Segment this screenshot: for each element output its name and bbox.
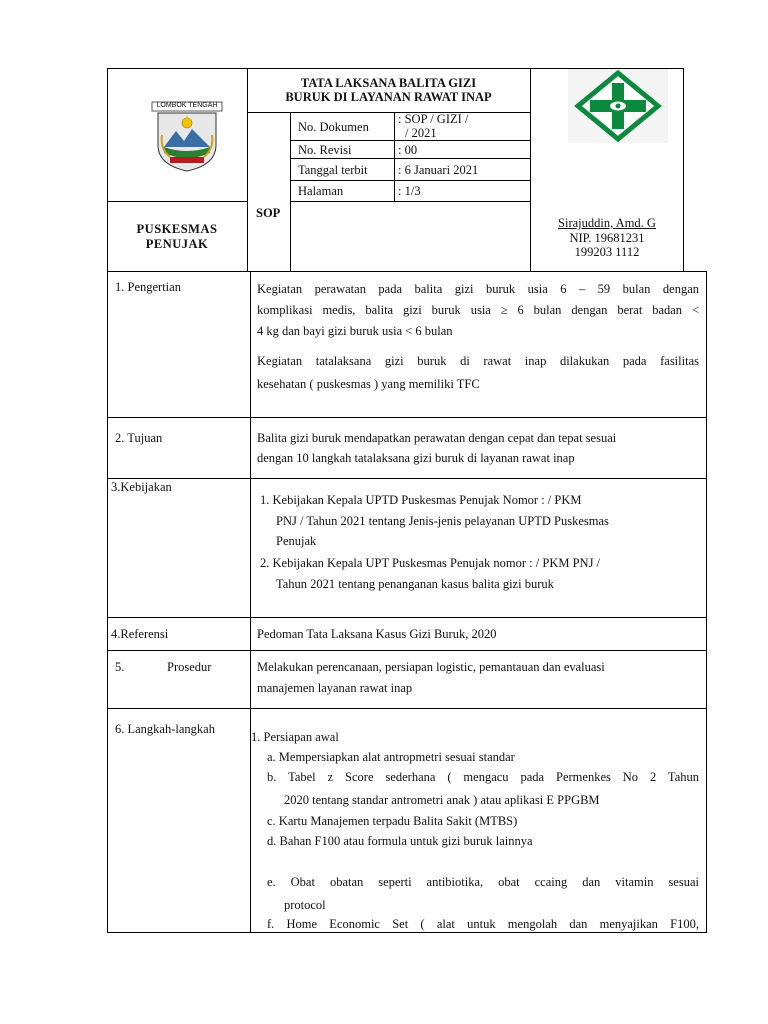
meta-value-revisi: : 00 <box>398 143 418 157</box>
row-label-referensi: 4.Referensi <box>111 627 169 641</box>
meta-value-dokumen: : SOP / GIZI / <box>398 112 469 126</box>
prosedur-line2: manajemen layanan rawat inap <box>257 681 413 695</box>
document-title-line1: TATA LAKSANA BALITA GIZI <box>300 76 477 90</box>
referensi-text: Pedoman Tata Laksana Kasus Gizi Buruk, 2020 <box>257 627 497 641</box>
body-border-left <box>107 271 108 933</box>
row-label-kebijakan: 3.Kebijakan <box>111 480 172 494</box>
header-sop-divider <box>290 112 291 272</box>
row-label-tujuan: 2. Tujuan <box>115 431 163 445</box>
org-name-line1: PUSKESMAS <box>136 222 218 236</box>
kebijakan-item2-line1: 2. Kebijakan Kepala UPT Puskesmas Penujak nomor : / PKM PNJ / <box>260 556 601 570</box>
regency-label: LOMBOK TENGAH <box>156 102 218 109</box>
row-label-pengertian: 1. Pengertian <box>115 280 181 294</box>
meta-label-tanggal: Tanggal terbit <box>298 163 368 177</box>
kebijakan-item1-line2: PNJ / Tahun 2021 tentang Jenis-jenis pelayanan UPTD Puskesmas <box>276 514 609 528</box>
pengertian-p2-line1: Kegiatan tatalaksana gizi buruk di rawat inap dilakukan pada fasilitas <box>257 354 699 368</box>
kebijakan-item1-line1: 1. Kebijakan Kepala UPTD Puskesmas Penujak Nomor : / PKM <box>260 493 582 507</box>
row-divider-1 <box>107 417 707 418</box>
langkah-item-b-line1: b. Tabel z Score sederhana ( mengacu pada Permenkes No 2 Tahun <box>267 770 699 784</box>
langkah-item-b-line2: 2020 tentang standar antrometri anak ) atau aplikasi E PPGBM <box>284 793 600 807</box>
pengertian-p1-line2: komplikasi medis, balita gizi buruk usia ≥ 6 bulan dengan berat badan < <box>257 303 699 317</box>
row-label-prosedur: Prosedur <box>167 660 212 674</box>
kebijakan-item1-line3: Penujak <box>276 534 317 548</box>
pengertian-p2-line2: kesehatan ( puskesmas ) yang memiliki TFC <box>257 377 480 391</box>
signer-nip-line2: 199203 1112 <box>574 245 640 259</box>
meta-label-dokumen: No. Dokumen <box>298 120 369 134</box>
header-meta-row3 <box>290 180 530 181</box>
org-name-line2: PENUJAK <box>145 237 209 251</box>
sop-label: SOP <box>256 206 281 220</box>
body-col-divider <box>250 271 251 933</box>
row-divider-4 <box>107 650 707 651</box>
lombok-tengah-logo <box>150 101 224 173</box>
signer-name: Sirajuddin, Amd. G <box>558 216 656 230</box>
header-border-bottom <box>107 271 684 272</box>
langkah-item-e-line2: protocol <box>284 898 326 912</box>
kebijakan-item2-line2: Tahun 2021 tentang penanganan kasus balita gizi buruk <box>276 577 554 591</box>
puskesmas-logo <box>568 69 668 143</box>
tujuan-line1: Balita gizi buruk mendapatkan perawatan dengan cepat dan tepat sesuai <box>257 431 617 445</box>
meta-value-tanggal: : 6 Januari 2021 <box>398 163 479 177</box>
row-divider-3 <box>107 617 707 618</box>
header-meta-vdivider <box>394 112 395 202</box>
meta-label-halaman: Halaman <box>298 184 344 198</box>
row-divider-2 <box>107 478 707 479</box>
row-label-prosedur-number: 5. <box>115 660 125 674</box>
header-meta-row2 <box>290 158 530 159</box>
signer-nip-line1: NIP. 19681231 <box>569 231 645 245</box>
pengertian-p1-line3: 4 kg dan bayi gizi buruk usia < 6 bulan <box>257 324 453 338</box>
row-label-langkah: 6. Langkah-langkah <box>115 722 215 736</box>
header-logo-divider <box>107 201 247 202</box>
meta-value-halaman: : 1/3 <box>398 184 421 198</box>
document-title-line2: BURUK DI LAYANAN RAWAT INAP <box>285 90 492 104</box>
langkah-item-f-line1: f. Home Economic Set ( alat untuk mengolah dan menyajikan F100, <box>267 917 699 931</box>
row-divider-5 <box>107 708 707 709</box>
body-border-right <box>706 271 707 933</box>
pengertian-p1-line1: Kegiatan perawatan pada balita gizi buruk usia 6 – 59 bulan dengan <box>257 282 699 296</box>
langkah-item-e-line1: e. Obat obatan seperti antibiotika, obat ccaing dan vitamin sesuai <box>267 875 699 889</box>
meta-label-revisi: No. Revisi <box>298 143 352 157</box>
prosedur-line1: Melakukan perencanaan, persiapan logistic, pemantauan dan evaluasi <box>257 660 605 674</box>
tujuan-line2: dengan 10 langkah tatalaksana gizi buruk di layanan rawat inap <box>257 451 575 465</box>
langkah-item-c: c. Kartu Manajemen terpadu Balita Sakit (MTBS) <box>267 814 518 828</box>
langkah-item-a: a. Mempersiapkan alat antropmetri sesuai standar <box>267 750 515 764</box>
langkah-item-d: d. Bahan F100 atau formula untuk gizi buruk lainnya <box>267 834 533 848</box>
header-meta-row4 <box>290 201 530 202</box>
meta-value-dokumen-year: / 2021 <box>405 126 437 140</box>
langkah-heading: 1. Persiapan awal <box>251 730 339 744</box>
body-top-extension <box>683 271 707 272</box>
